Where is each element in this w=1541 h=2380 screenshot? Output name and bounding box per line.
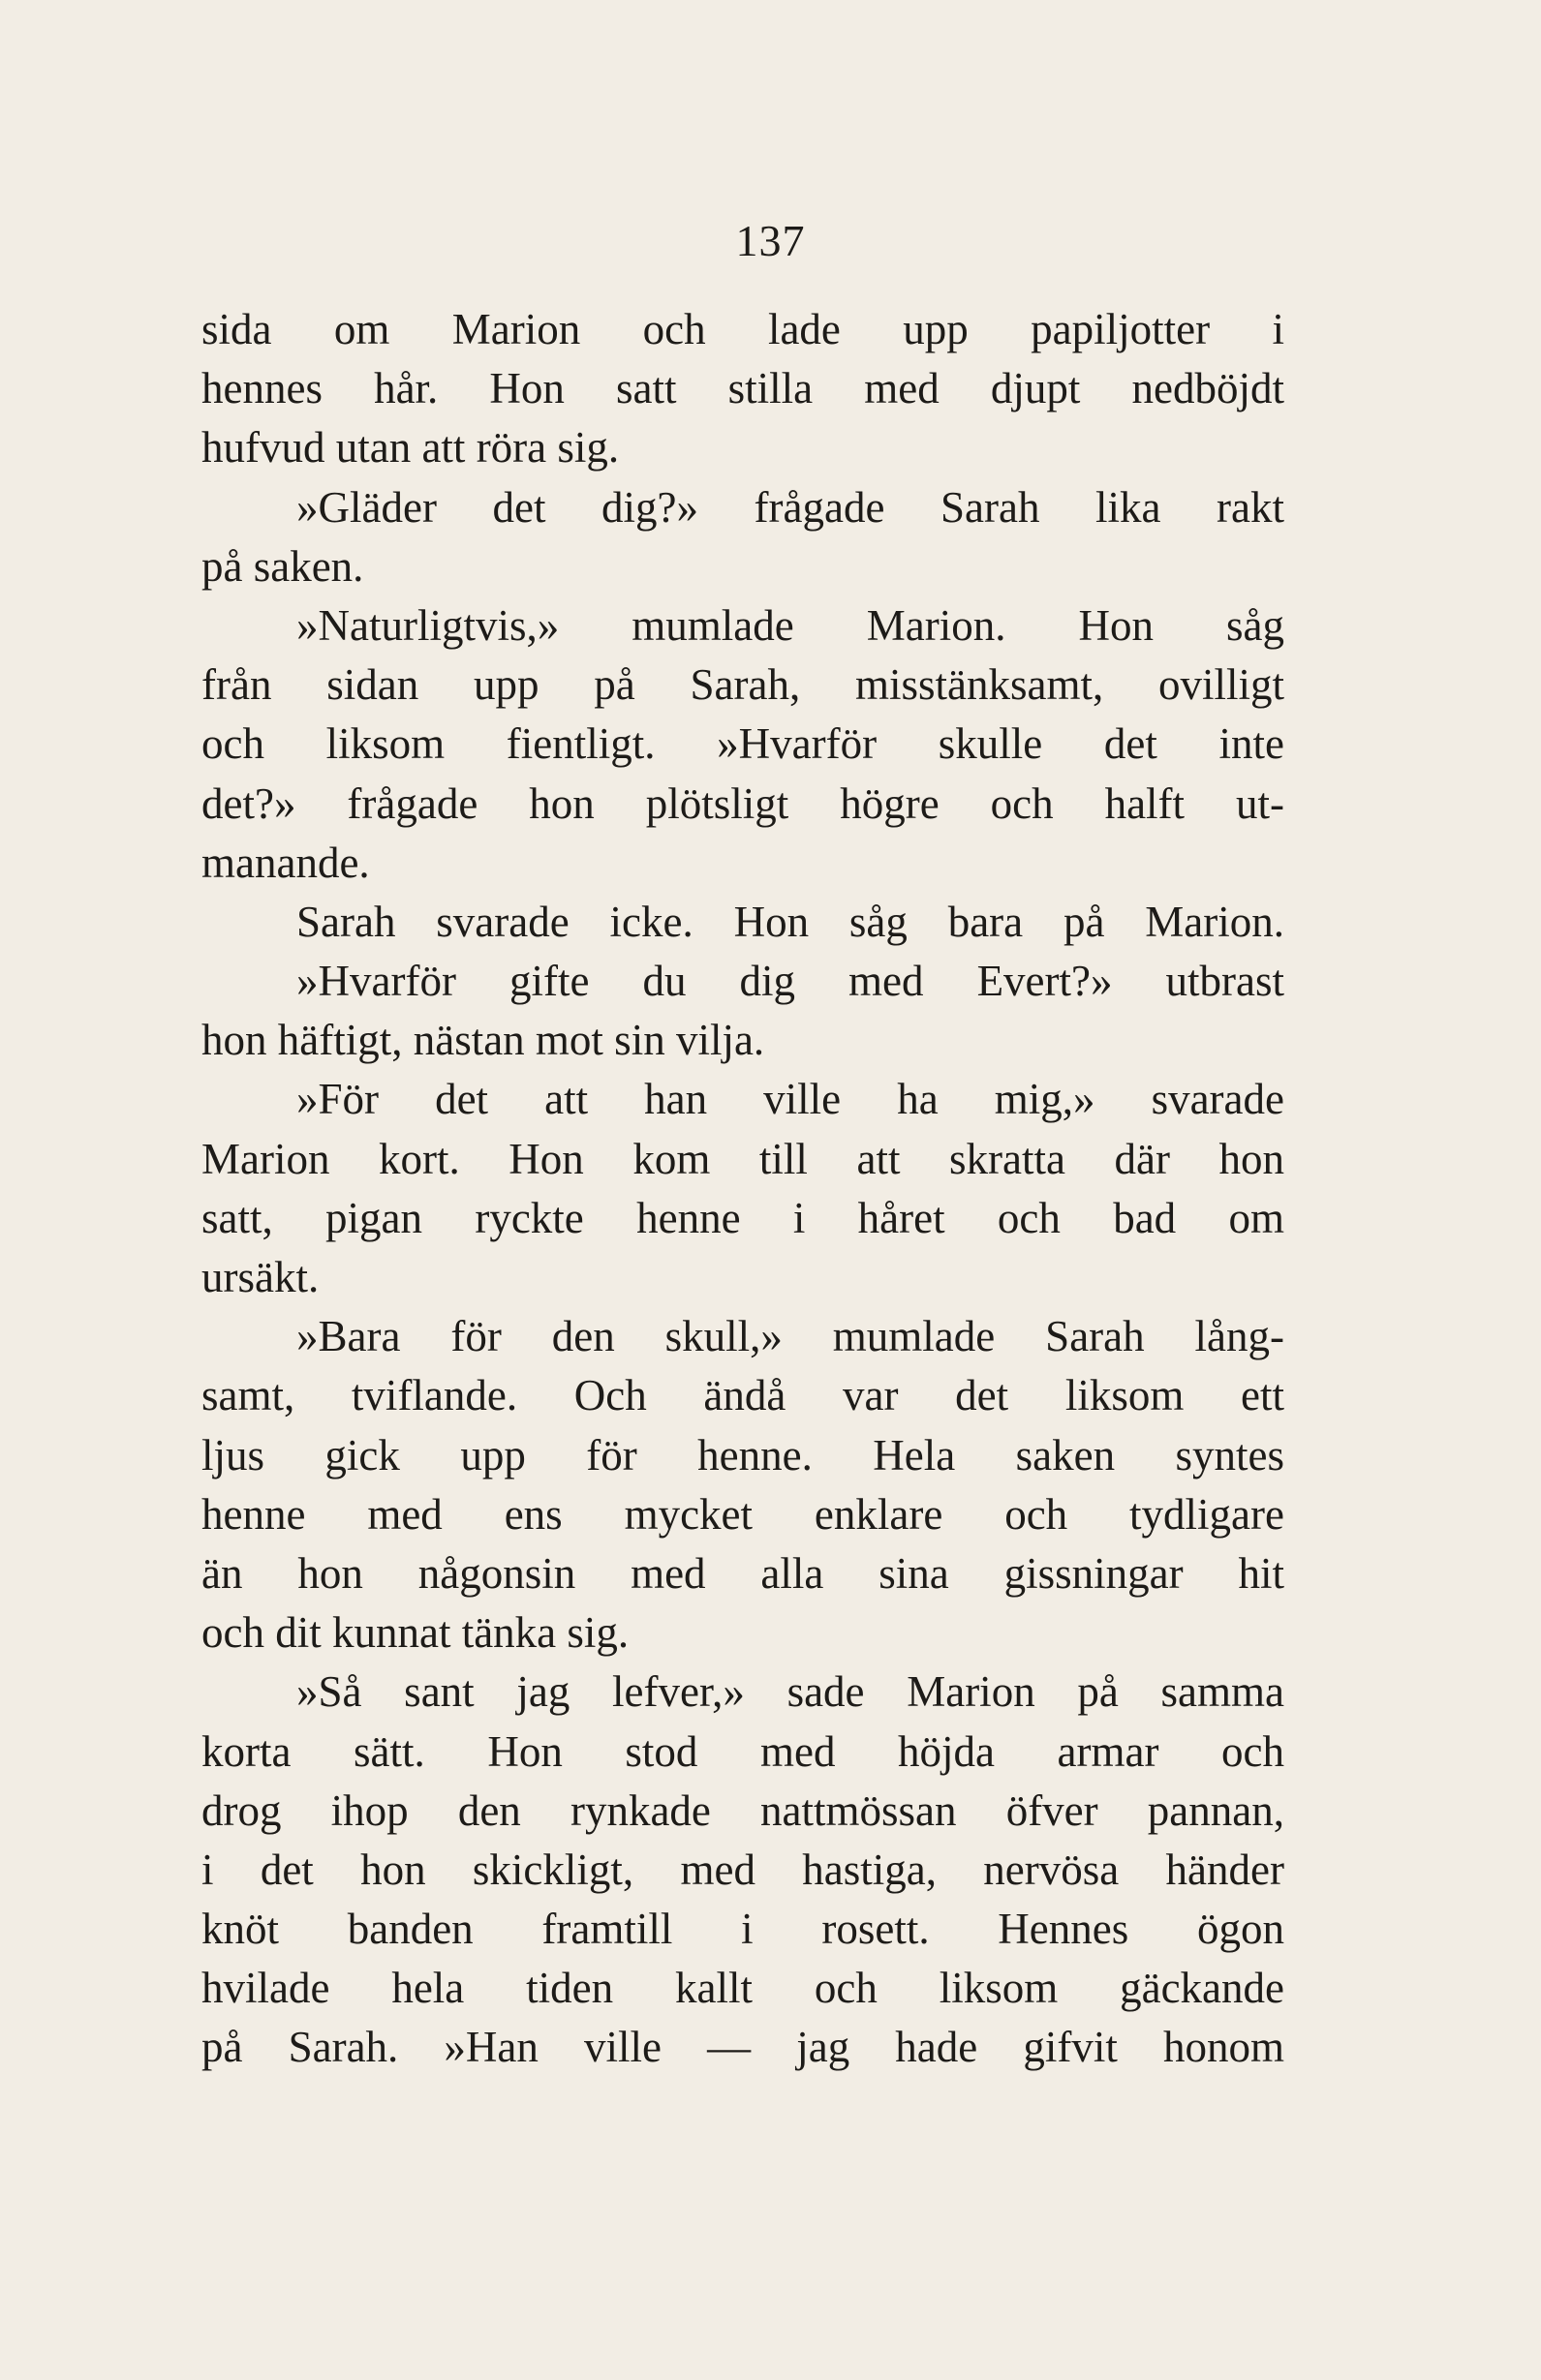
text-line: »Gläder det dig?» frågade Sarah lika rakt: [296, 482, 1284, 532]
text-line: sida om Marion och lade upp papiljotter i: [201, 305, 1284, 353]
text-line: ursäkt.: [201, 1253, 320, 1301]
text-line: än hon någonsin med alla sina gissningar hit: [201, 1548, 1284, 1598]
body-text: [201, 300, 1284, 2078]
text-line: »Naturligtvis,» mumlade Marion. Hon såg: [296, 600, 1284, 650]
text-line: »Bara för den skull,» mumlade Sarah lång-: [296, 1312, 1284, 1361]
text-line: hon häftigt, nästan mot sin vilja.: [201, 1016, 765, 1065]
text-line: Marion kort. Hon kom till att skratta där hon: [201, 1134, 1284, 1183]
page-number: 137: [735, 216, 806, 265]
text-line: »Så sant jag lefver,» sade Marion på samma: [296, 1667, 1284, 1717]
text-line: på saken.: [201, 541, 364, 591]
text-line: och dit kunnat tänka sig.: [201, 1608, 630, 1658]
text-line: i det hon skickligt, med hastiga, nervösa händer: [201, 1845, 1284, 1894]
text-line: hufvud utan att röra sig.: [201, 423, 620, 473]
text-line: hvilade hela tiden kallt och liksom gäckande: [201, 1964, 1284, 2013]
text-line: det?» frågade hon plötsligt högre och halft ut-: [201, 778, 1284, 828]
text-line: från sidan upp på Sarah, misstänksamt, ovilligt: [201, 660, 1284, 710]
text-line: manande.: [201, 838, 370, 887]
text-line: drog ihop den rynkade nattmössan öfver pannan,: [201, 1785, 1284, 1835]
text-line: Sarah svarade icke. Hon såg bara på Marion.: [296, 897, 1284, 946]
text-line: på Sarah. »Han ville — jag hade gifvit honom: [201, 2023, 1284, 2072]
text-line: »Hvarför gifte du dig med Evert?» utbrast: [296, 957, 1284, 1006]
text-line: samt, tviflande. Och ändå var det liksom ett: [201, 1371, 1284, 1420]
text-line: henne med ens mycket enklare och tydligare: [201, 1489, 1284, 1539]
text-line: korta sätt. Hon stod med höjda armar och: [201, 1726, 1284, 1776]
text-line: satt, pigan ryckte henne i håret och bad om: [201, 1193, 1284, 1242]
text-line: och liksom fientligt. »Hvarför skulle det inte: [201, 719, 1284, 769]
text-line: knöt banden framtill i rosett. Hennes ögon: [201, 1905, 1284, 1954]
text-line: »För det att han ville ha mig,» svarade: [296, 1075, 1284, 1124]
text-line: ljus gick upp för henne. Hela saken syntes: [201, 1430, 1284, 1480]
text-line: hennes hår. Hon satt stilla med djupt nedböjdt: [201, 364, 1284, 413]
